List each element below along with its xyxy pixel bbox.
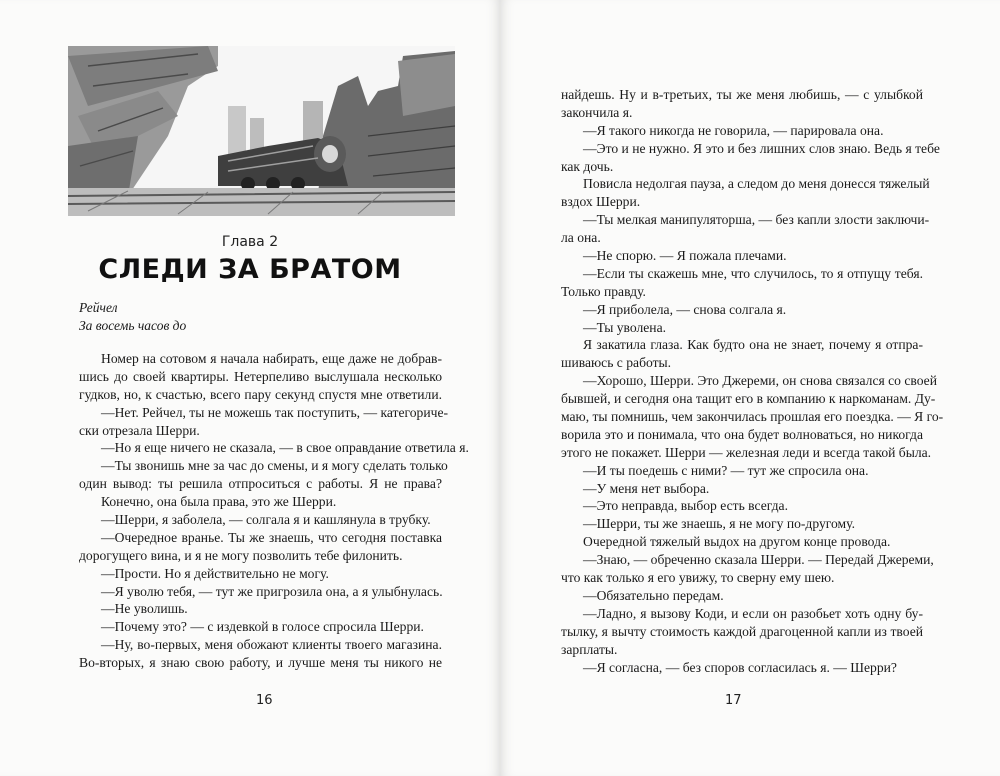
text-line: —Ладно, я вызову Коди, и если он разобьет хоть одну бу- [583,605,923,621]
text-line: что как только я его увижу, то сверну ему шею. [561,570,835,586]
text-line: —Но я еще ничего не сказала, — в свое оправдание ответила я. [101,440,469,456]
text-line: Конечно, она была права, это же Шерри. [101,494,337,510]
text-line: —Ты мелкая манипуляторша, — без капли злости заключи- [583,212,930,228]
left-page-text [79,350,469,672]
page-number-right: 17 [725,693,742,708]
chapter-illustration [68,46,455,216]
text-line: —Ну, во-первых, меня обожают клиенты твоего магазина. [101,637,442,653]
right-page-text [561,86,944,676]
text-line: —Я согласна, — без споров согласилась я. — Шерри? [583,659,897,675]
text-line: —Почему это? — с издевкой в голосе спросила Шерри. [101,619,424,635]
text-line: найдешь. Ну и в-третьих, ты же меня любишь, — с улыбкой [561,87,923,102]
text-line: —Очередное вранье. Ты же знаешь, что сегодня поставка [101,529,442,545]
text-line: —Хорошо, Шерри. Это Джереми, он снова связался со своей [583,373,937,389]
text-line: зарплаты. [561,641,618,657]
narrator-name: Рейчел [79,300,118,315]
text-line: дорогущего вина, и я не могу позволить тебе филонить. [79,547,403,563]
text-line: ски отрезала Шерри. [79,422,200,438]
text-line: Только правду. [561,283,646,299]
text-line: —Я такого никогда не говорила, — парировала она. [583,122,884,138]
text-line: один вывод: ты решила отпроситься с работы. Я не права? [79,476,442,492]
text-line: —Шерри, ты же знаешь, я не могу по-другому. [583,516,855,532]
text-line: —Нет. Рейчел, ты не можешь так поступить, — категориче- [101,404,449,420]
text-line: Я закатила глаза. Как будто она не знает, почему я отпра- [583,337,923,353]
text-line: —Это и не нужно. Я это и без лишних слов знаю. Ведь я тебе [583,140,940,156]
text-line: тылку, я вычту стоимость каждой драгоценной капли из твоей [561,623,923,639]
text-line: —Это неправда, выбор есть всегда. [583,498,788,514]
chapter-label: Глава 2 [221,234,279,250]
text-line: ла она. [561,230,601,246]
text-line: —Я уволю тебя, — тут же пригрозила она, а я улыбнулась. [101,583,443,599]
text-line: —Обязательно передам. [583,587,724,603]
text-line: —Ты уволена. [583,319,667,335]
text-line: —Шерри, я заболела, — солгала я и кашлянула в трубку. [101,512,431,528]
text-line: —Если ты скажешь мне, что случилось, то я отпущу тебя. [583,265,923,281]
text-line: —Знаю, — обреченно сказала Шерри. — Передай Джереми, [583,552,934,568]
text-line: Повисла недолгая пауза, а следом до меня донесся тяжелый [583,176,930,192]
text-line: Во-вторых, я знаю свою работу, и лучше меня ты никого не [79,655,442,671]
text-line: этого не покажет. Шерри — железная леди и всегда такой была. [561,444,932,460]
text-line: гудков, но, к счастью, всего пару секунд спустя мне ответили. [79,386,442,402]
page-number-left: 16 [256,693,273,708]
text-line: как дочь. [561,158,614,174]
text-line: Очередной тяжелый выдох на другом конце провода. [583,534,891,550]
text-line: закончила я. [561,104,633,120]
text-line: бывшей, и сегодня она тащит его в компанию к наркоманам. Ду- [561,391,936,407]
text-line: Номер на сотовом я начала набирать, еще даже не добрав- [101,351,442,366]
text-line: ворила это и понимала, что она будет волноваться, но никогда [561,426,923,442]
text-line: —Я приболела, — снова солгала я. [583,301,787,317]
text-line: шись до своей квартиры. Нетерпеливо выслушала несколько [79,368,442,384]
text-line: —Не уволишь. [101,601,188,617]
text-line: —Прости. Но я действительно не могу. [101,565,329,581]
chapter-title: СЛЕДИ ЗА БРАТОМ [98,254,402,285]
time-note: За восемь часов до [79,318,187,333]
text-line: —У меня нет выбора. [583,480,710,496]
text-line: шиваюсь с работы. [561,355,672,371]
right-page [500,0,1000,776]
text-line: —И ты поедешь с ними? — тут же спросила она. [583,462,869,478]
text-line: вздох Шерри. [561,194,641,210]
text-line: —Не спорю. — Я пожала плечами. [583,248,787,264]
text-line: —Ты звонишь мне за час до смены, и я могу сделать только [101,458,448,474]
text-line: маю, ты помнишь, чем закончилась прошлая его поездка. — Я го- [561,409,944,425]
